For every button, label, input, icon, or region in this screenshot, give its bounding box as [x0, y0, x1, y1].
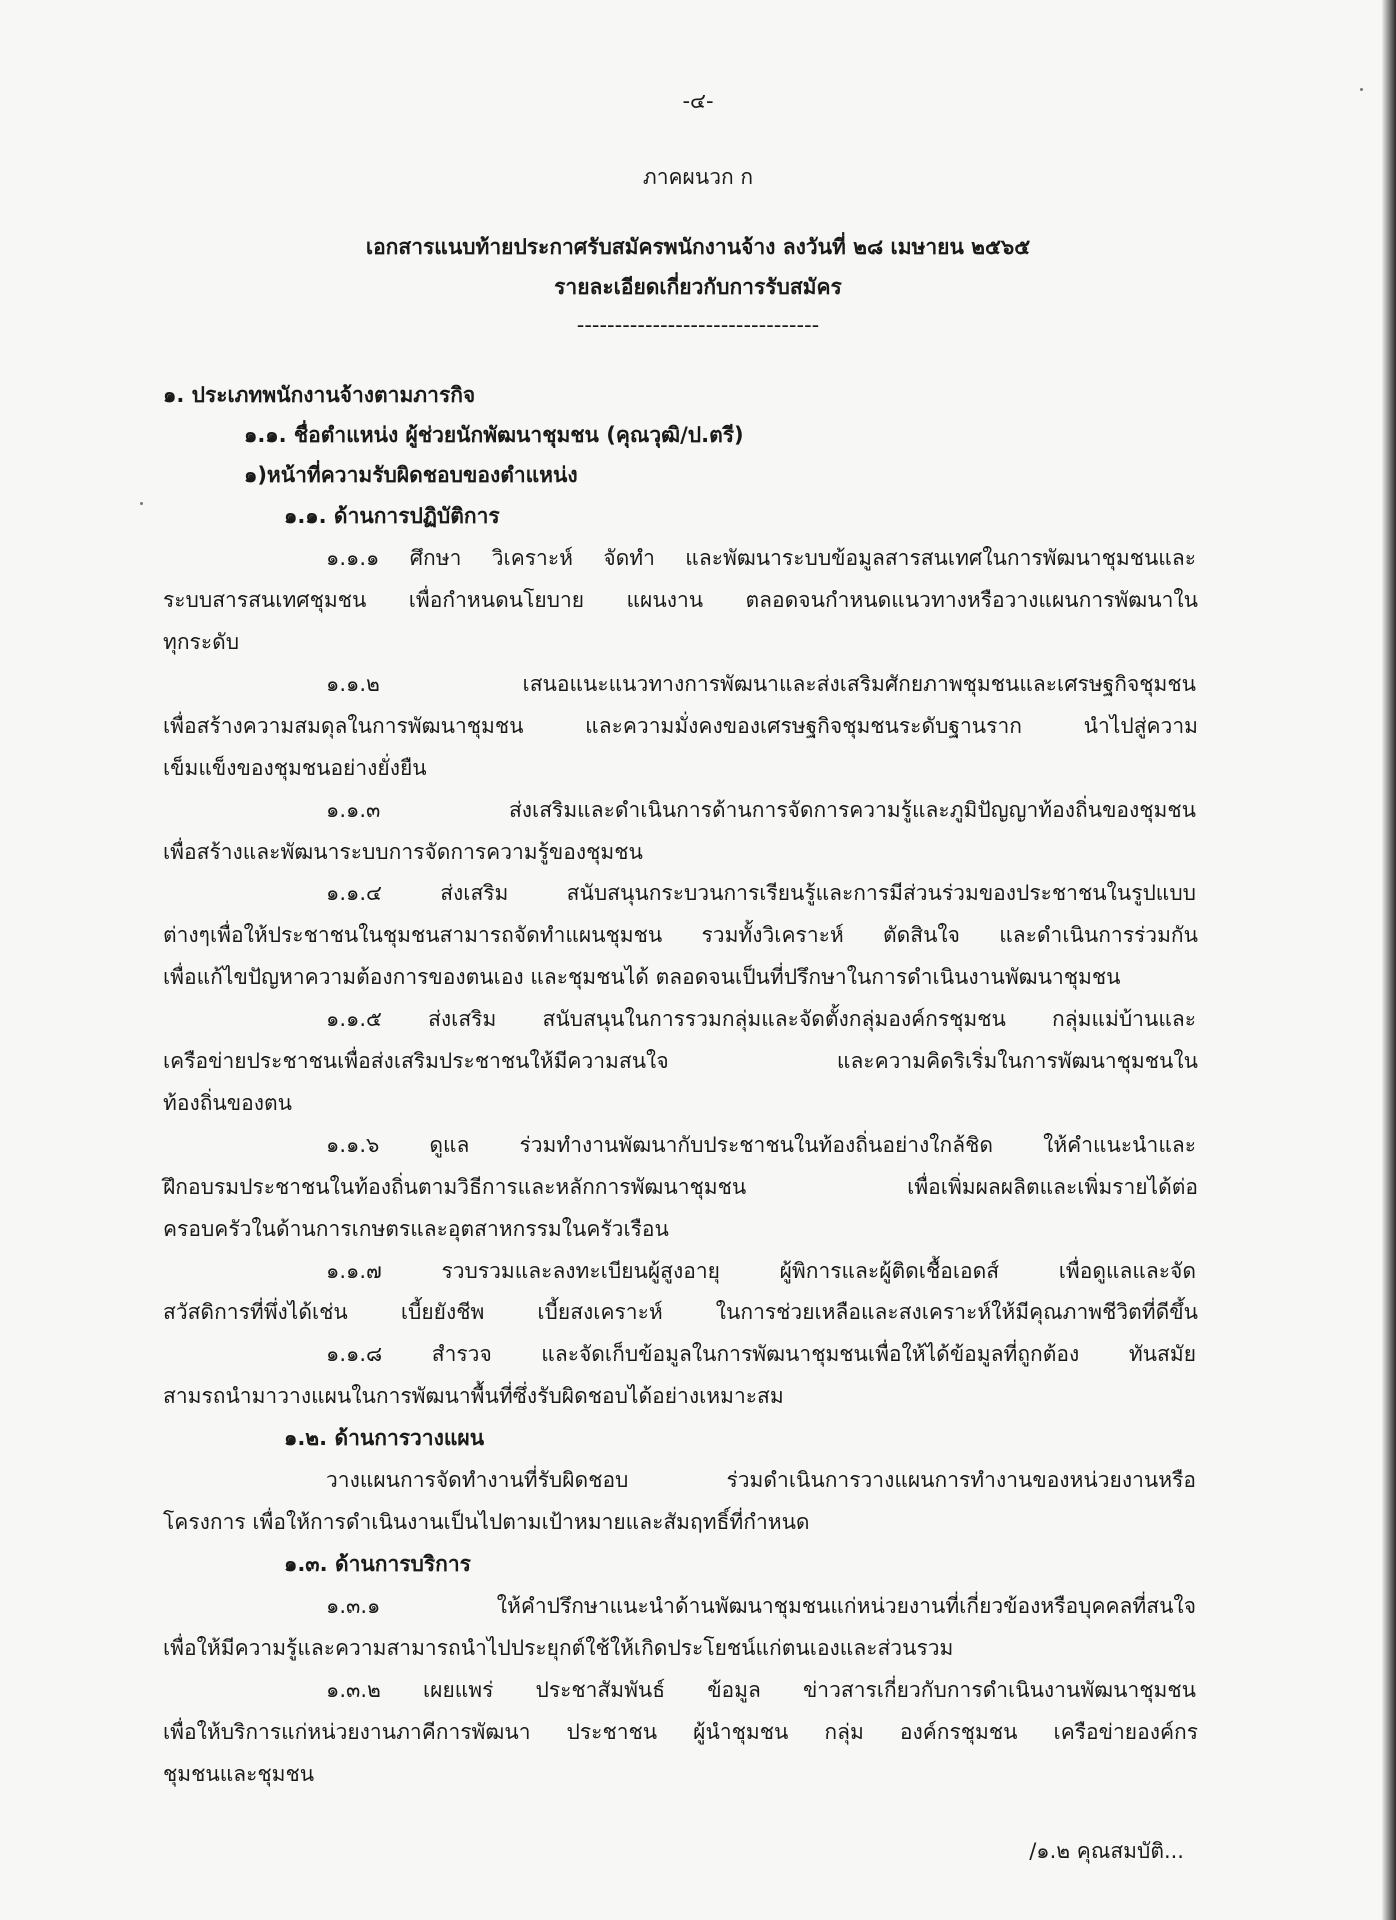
- ops-item-1-line-3: ทุกระดับ: [163, 630, 240, 654]
- ops-item-5-line-3: ท้องถิ่นของตน: [163, 1091, 292, 1115]
- ops-item-2-line-3: เข็มแข็งของชุมชนอย่างยั่งยืน: [163, 756, 427, 780]
- ops-item-6-line-2: ฝึกอบรมประชาชนในท้องถิ่นตามวิธีการและหลักการพัฒนาชุมชน เพื่อเพิ่มผลผลิตและเพิ่มรายได้ต่อ: [163, 1175, 1198, 1199]
- scan-speck: [1360, 88, 1363, 91]
- planning-line-2: โครงการ เพื่อให้การดำเนินงานเป็นไปตามเป้าหมายและสัมฤทธิ์ที่กำหนด: [163, 1510, 810, 1534]
- ops-item-5-line-1: ๑.๑.๕ ส่งเสริม สนับสนุนในการรวมกลุ่มและจัดตั้งกลุ่มองค์กรชุมชน กลุ่มแม่บ้านและ: [326, 1007, 1196, 1031]
- ops-item-7-line-1: ๑.๑.๗ รวบรวมและลงทะเบียนผู้สูงอายุ ผู้พิการและผู้ติดเชื้อเอดส์ เพื่อดูแลและจัด: [326, 1259, 1196, 1283]
- ops-item-3-line-1: ๑.๑.๓ ส่งเสริมและดำเนินการด้านการจัดการความรู้และภูมิปัญญาท้องถิ่นของชุมชน: [326, 798, 1196, 822]
- ops-item-8-line-1: ๑.๑.๘ สำรวจ และจัดเก็บข้อมูลในการพัฒนาชุมชนเพื่อให้ได้ข้อมูลที่ถูกต้อง ทันสมัย: [326, 1342, 1196, 1366]
- appendix-title: ภาคผนวก ก: [642, 165, 754, 189]
- service-item-1-line-1: ๑.๓.๑ ให้คำปรึกษาแนะนำด้านพัฒนาชุมชนแก่หน่วยงานที่เกี่ยวข้องหรือบุคคลที่สนใจ: [326, 1594, 1196, 1618]
- header-separator: --------------------------------: [576, 313, 820, 337]
- service-item-2-line-1: ๑.๓.๒ เผยแพร่ ประชาสัมพันธ์ ข้อมูล ข่าวสารเกี่ยวกับการดำเนินงานพัฒนาชุมชน: [326, 1678, 1196, 1702]
- ops-item-2-line-2: เพื่อสร้างความสมดุลในการพัฒนาชุมชน และความมั่งคงของเศรษฐกิจชุมชนระดับฐานราก นำไปสู่ความ: [163, 714, 1198, 738]
- ops-item-1-line-1: ๑.๑.๑ ศึกษา วิเคราะห์ จัดทำ และพัฒนาระบบข้อมูลสารสนเทศในการพัฒนาชุมชนและ: [326, 546, 1196, 570]
- duties-heading: ๑)หน้าที่ความรับผิดชอบของตำแหน่ง: [244, 463, 578, 487]
- scan-speck: [140, 502, 143, 505]
- planning-line-1: วางแผนการจัดทำงานที่รับผิดชอบ ร่วมดำเนินการวางแผนการทำงานของหน่วยงานหรือ: [326, 1468, 1196, 1492]
- ops-item-7-line-2: สวัสดิการที่พึ่งได้เช่น เบี้ยยังชีพ เบี้ยสงเคราะห์ ในการช่วยเหลือและสงเคราะห์ให้มีคุณภาพชีวิตที่ดีขึ้น: [163, 1300, 1198, 1324]
- section-1-heading: ๑. ประเภทพนักงานจ้างตามภารกิจ: [163, 383, 476, 407]
- ops-item-3-line-2: เพื่อสร้างและพัฒนาระบบการจัดการความรู้ของชุมชน: [163, 840, 643, 864]
- service-item-1-line-2: เพื่อให้มีความรู้และความสามารถนำไปประยุกต์ใช้ให้เกิดประโยชน์แก่ตนเองและส่วนรวม: [163, 1636, 954, 1660]
- ops-item-4-line-3: เพื่อแก้ไขปัญหาความต้องการของตนเอง และชุมชนได้ ตลอดจนเป็นที่ปรึกษาในการดำเนินงานพัฒนาชุมชน: [163, 965, 1121, 989]
- ops-item-8-line-2: สามรถนำมาวางแผนในการพัฒนาพื้นที่ซึ่งรับผิดชอบได้อย่างเหมาะสม: [163, 1384, 784, 1408]
- page-number: -๔-: [682, 89, 714, 113]
- service-item-2-line-3: ชุมชนและชุมชน: [163, 1762, 315, 1786]
- header-line-2: รายละเอียดเกี่ยวกับการรับสมัคร: [554, 275, 842, 299]
- ops-item-2-line-1: ๑.๑.๒ เสนอแนะแนวทางการพัฒนาและส่งเสริมศักยภาพชุมชนและเศรษฐกิจชุมชน: [326, 672, 1196, 696]
- ops-item-4-line-2: ต่างๆเพื่อให้ประชาชนในชุมชนสามารถจัดทำแผนชุมชน รวมทั้งวิเคราะห์ ตัดสินใจ และดำเนินการร่วมกัน: [163, 923, 1198, 947]
- ops-item-6-line-1: ๑.๑.๖ ดูแล ร่วมทำงานพัฒนากับประชาชนในท้องถิ่นอย่างใกล้ชิด ให้คำแนะนำและ: [326, 1133, 1196, 1157]
- ops-item-5-line-2: เครือข่ายประชาชนเพื่อส่งเสริมประชาชนให้มีความสนใจ และความคิดริเริ่มในการพัฒนาชุมชนใน: [163, 1049, 1198, 1073]
- ops-item-4-line-1: ๑.๑.๔ ส่งเสริม สนับสนุนกระบวนการเรียนรู้และการมีส่วนร่วมของประชาชนในรูปแบบ: [326, 881, 1196, 905]
- service-item-2-line-2: เพื่อให้บริการแก่หน่วยงานภาคีการพัฒนา ประชาชน ผู้นำชุมชน กลุ่ม องค์กรชุมชน เครือข่ายองค์กร: [163, 1720, 1198, 1744]
- section-1-1-heading: ๑.๑. ชื่อตำแหน่ง ผู้ช่วยนักพัฒนาชุมชน (คุณวุฒิ/ป.ตรี): [244, 423, 744, 447]
- service-heading: ๑.๓. ด้านการบริการ: [284, 1552, 471, 1576]
- ops-item-6-line-3: ครอบครัวในด้านการเกษตรและอุตสาหกรรมในครัวเรือน: [163, 1217, 669, 1241]
- continuation-note: /๑.๒ คุณสมบัติ...: [1029, 1839, 1184, 1863]
- ops-item-1-line-2: ระบบสารสนเทศชุมชน เพื่อกำหนดนโยบาย แผนงาน ตลอดจนกำหนดแนวทางหรือวางแผนการพัฒนาใน: [163, 588, 1198, 612]
- operations-heading: ๑.๑. ด้านการปฏิบัติการ: [284, 504, 500, 528]
- planning-heading: ๑.๒. ด้านการวางแผน: [284, 1426, 485, 1450]
- header-line-1: เอกสารแนบท้ายประกาศรับสมัครพนักงานจ้าง ลงวันที่ ๒๘ เมษายน ๒๕๖๕: [365, 235, 1031, 259]
- scan-edge-shadow: [1382, 0, 1396, 1920]
